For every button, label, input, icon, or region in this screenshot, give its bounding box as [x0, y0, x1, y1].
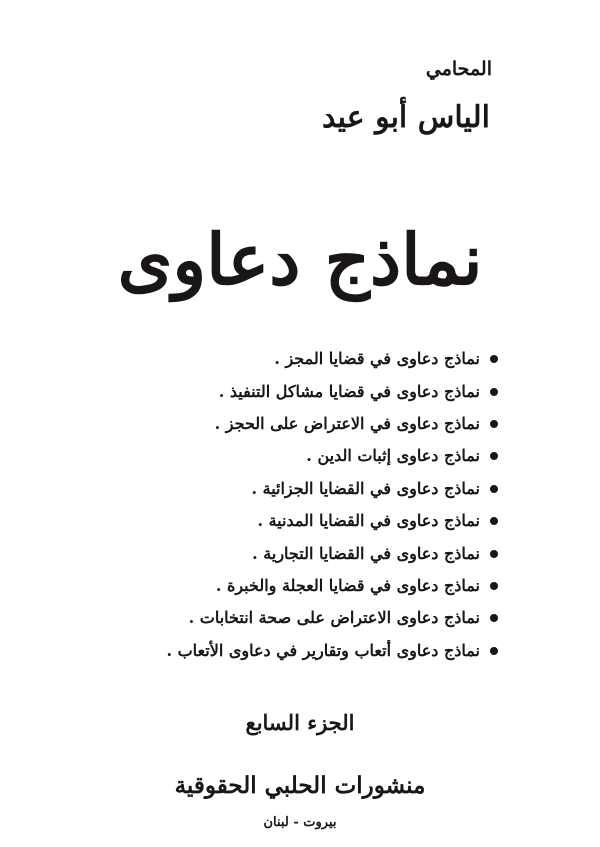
bullet-icon — [490, 614, 498, 622]
topic-text: نماذج دعاوى في القضايا الجزائية . — [251, 478, 480, 498]
topic-text: نماذج دعاوى في الاعتراض على الحجز . — [214, 413, 480, 433]
bullet-icon — [490, 355, 498, 363]
list-item — [166, 473, 498, 505]
author-name: الياس أبو عيد — [321, 100, 490, 135]
list-item — [166, 570, 498, 602]
topic-text: نماذج دعاوى في قضايا مشاكل التنفيذ . — [218, 381, 480, 401]
author-label: المحامي — [425, 58, 492, 80]
list-item — [166, 505, 498, 537]
bullet-icon — [490, 582, 498, 590]
bullet-icon — [490, 647, 498, 655]
bullet-icon — [490, 388, 498, 396]
topic-text: نماذج دعاوى الاعتراض على صحة انتخابات . — [188, 608, 480, 628]
topic-text: نماذج دعاوى في القضايا التجارية . — [252, 543, 480, 563]
bullet-icon — [490, 485, 498, 493]
list-item — [166, 375, 498, 407]
book-title: نماذج دعاوى — [117, 218, 483, 301]
bullet-icon — [490, 517, 498, 525]
topic-list — [166, 343, 498, 667]
bullet-icon — [490, 550, 498, 558]
list-item — [166, 635, 498, 667]
volume-label: الجزء السابع — [245, 710, 355, 735]
topic-text: نماذج دعاوى في قضايا العجلة والخبرة . — [215, 575, 480, 595]
list-item — [166, 343, 498, 375]
bullet-icon — [490, 420, 498, 428]
topic-text: نماذج دعاوى إثبات الدين . — [306, 446, 480, 466]
list-item — [166, 440, 498, 472]
bullet-icon — [490, 452, 498, 460]
publisher-location: بيروت - لبنان — [263, 815, 337, 830]
list-item — [166, 602, 498, 634]
list-item — [166, 408, 498, 440]
topic-text: نماذج دعاوى في قضايا المجز . — [274, 349, 480, 369]
topic-text: نماذج دعاوى أتعاب وتقارير في دعاوى الأتعاب . — [166, 640, 480, 660]
topic-text: نماذج دعاوى في القضايا المدنية . — [257, 511, 480, 531]
list-item — [166, 537, 498, 569]
publisher-name: منشورات الحلبي الحقوقية — [174, 772, 426, 799]
